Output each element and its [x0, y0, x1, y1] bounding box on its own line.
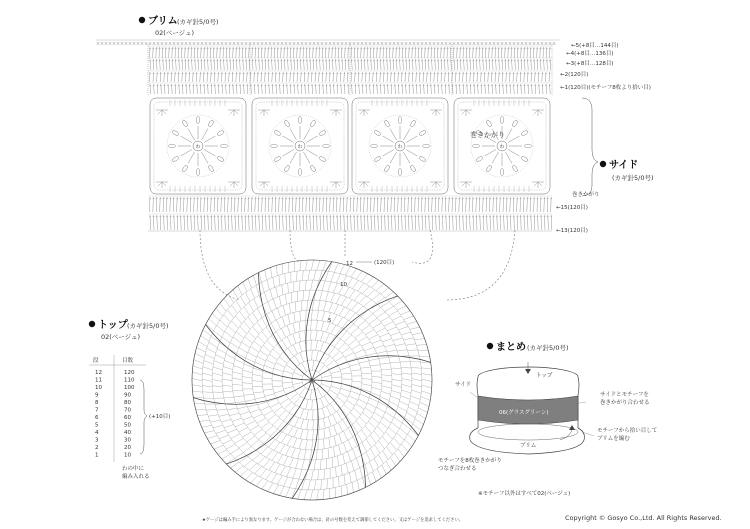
table-row-count: 90	[124, 392, 131, 399]
table-row-count: 70	[124, 407, 131, 414]
motif-center-mark: わ	[499, 144, 505, 150]
side-needle: (カギ針5/0号)	[612, 174, 654, 182]
assembly-note: サイドとモチーフを	[600, 392, 649, 398]
table-row-dan: 2	[95, 445, 99, 451]
assembly-section	[438, 341, 657, 497]
brim-title: ブリム	[148, 16, 178, 27]
assembly-note: 巻きかがり合わせる	[600, 400, 650, 406]
bullet-icon	[139, 17, 145, 23]
bullet-icon	[600, 161, 606, 167]
top-needle: (カギ針5/0号)	[127, 322, 169, 330]
table-row-dan: 1	[95, 452, 99, 459]
motif-center-mark: わ	[195, 144, 201, 150]
assembly-title: まとめ	[496, 342, 526, 353]
table-row-dan: 6	[95, 415, 99, 421]
ring-note: わの中に	[122, 466, 145, 472]
table-row-dan: 10	[95, 385, 102, 391]
connector-lines	[200, 230, 515, 300]
brim-needle: (カギ針5/0号)	[177, 18, 219, 26]
granny-motif	[150, 98, 246, 194]
assembly-top-label: トップ	[536, 373, 553, 379]
crown-row-mark: 12	[346, 261, 353, 267]
brim-section	[96, 15, 651, 95]
table-bracket	[140, 380, 147, 454]
table-row-count: 110	[124, 377, 135, 384]
crown-row-mark: 10	[340, 282, 347, 288]
bullet-icon	[89, 321, 95, 327]
table-row-count: 100	[124, 385, 135, 391]
side-row-note: ←13(120目)	[556, 228, 588, 234]
assembly-brim-label: ブリム	[520, 443, 537, 449]
table-header: 段	[93, 358, 99, 364]
assembly-color-note: ※モチーフ以外はすべて02(ベージュ)	[478, 491, 571, 497]
brim-row-note: ←4(+8目…136目)	[566, 51, 614, 57]
table-row-dan: 12	[95, 370, 102, 376]
table-row-dan: 9	[95, 392, 99, 399]
brim-row-note: ←1(120目)(モチーフ8枚より拾い目)	[560, 85, 651, 91]
brim-row-note: ←5(+8目…144目)	[571, 43, 619, 49]
table-row-count: 20	[124, 445, 131, 451]
table-rows	[95, 370, 135, 459]
table-row-count: 40	[124, 430, 131, 436]
side-row-note: ←15(120目)	[556, 205, 588, 211]
motif-center-mark: わ	[297, 144, 303, 150]
table-row-count: 10	[124, 452, 131, 459]
table-row-count: 50	[124, 422, 131, 429]
motif-center-mark: わ	[397, 144, 403, 150]
table-header: 目数	[122, 358, 134, 364]
granny-motif	[252, 98, 348, 194]
assembly-band-label: 06(グラスグリーン)	[499, 410, 549, 416]
top-circle-chart	[192, 258, 432, 500]
footer-gauge-note: ★ゲージは編み手により異なります。ゲージが合わない場合は、針の号数を変えて調節してください。又はゲージを追求してください。	[202, 518, 464, 523]
footer-copyright: Copyright © Gosyo Co.,Ltd. All Rights Reserved.	[565, 514, 722, 522]
assembly-note: モチーフから拾い目して	[597, 428, 658, 434]
side-bracket	[582, 98, 598, 196]
crown-center-mark: わ	[308, 377, 316, 385]
side-join-label: 巻きかがり	[470, 131, 505, 139]
crown-increase-line	[312, 356, 431, 380]
crown-increase-line	[193, 380, 312, 404]
motif-row	[150, 98, 550, 194]
hat-illustration	[470, 362, 594, 454]
side-stitch-columns	[148, 196, 552, 231]
top-row-table	[89, 355, 170, 480]
table-row-count: 60	[124, 415, 131, 421]
table-row-dan: 5	[95, 422, 99, 429]
top-color: 02(ベージュ)	[101, 333, 141, 341]
assembly-note: つなぎ合わせる	[438, 466, 477, 472]
assembly-side-label: サイド	[455, 382, 472, 388]
brim-row-note: ←2(120目)	[560, 72, 589, 78]
table-row-count: 120	[124, 370, 135, 376]
hat-brim	[470, 428, 585, 454]
side-section	[148, 98, 654, 234]
brim-color: 02(ベージュ)	[155, 29, 195, 37]
crown-increase-line	[292, 380, 318, 498]
table-row-count: 30	[124, 437, 131, 444]
granny-motif	[352, 98, 448, 194]
brim-row-notes	[560, 41, 651, 91]
table-row-dan: 8	[95, 400, 99, 406]
assembly-needle: (カギ針5/0号)	[527, 344, 569, 352]
increase-note: (+10目)	[149, 414, 171, 420]
table-row-count: 80	[124, 400, 131, 406]
granny-motif	[454, 98, 550, 194]
crown-row-mark: 5	[328, 318, 332, 324]
top-section	[89, 318, 171, 480]
side-title: サイド	[609, 160, 639, 171]
table-row-dan: 7	[95, 407, 99, 414]
bullet-icon	[487, 343, 493, 349]
table-row-dan: 4	[95, 430, 99, 436]
side-join-label-right: 巻きかがり	[572, 192, 600, 198]
brim-stitch-row-top	[96, 40, 560, 45]
table-row-dan: 11	[95, 377, 102, 384]
ring-note: 編み入れる	[122, 474, 150, 480]
assembly-note: ブリムを編む	[597, 436, 630, 442]
top-title: トップ	[98, 320, 128, 331]
brim-row-note: ←3(+8目…128目)	[566, 61, 614, 67]
assembly-note: モチーフを8枚巻きかがり	[438, 458, 502, 464]
crown-stitch-total: (120目)	[374, 260, 395, 266]
table-row-dan: 3	[95, 437, 99, 444]
brim-stitch-columns	[148, 44, 552, 95]
